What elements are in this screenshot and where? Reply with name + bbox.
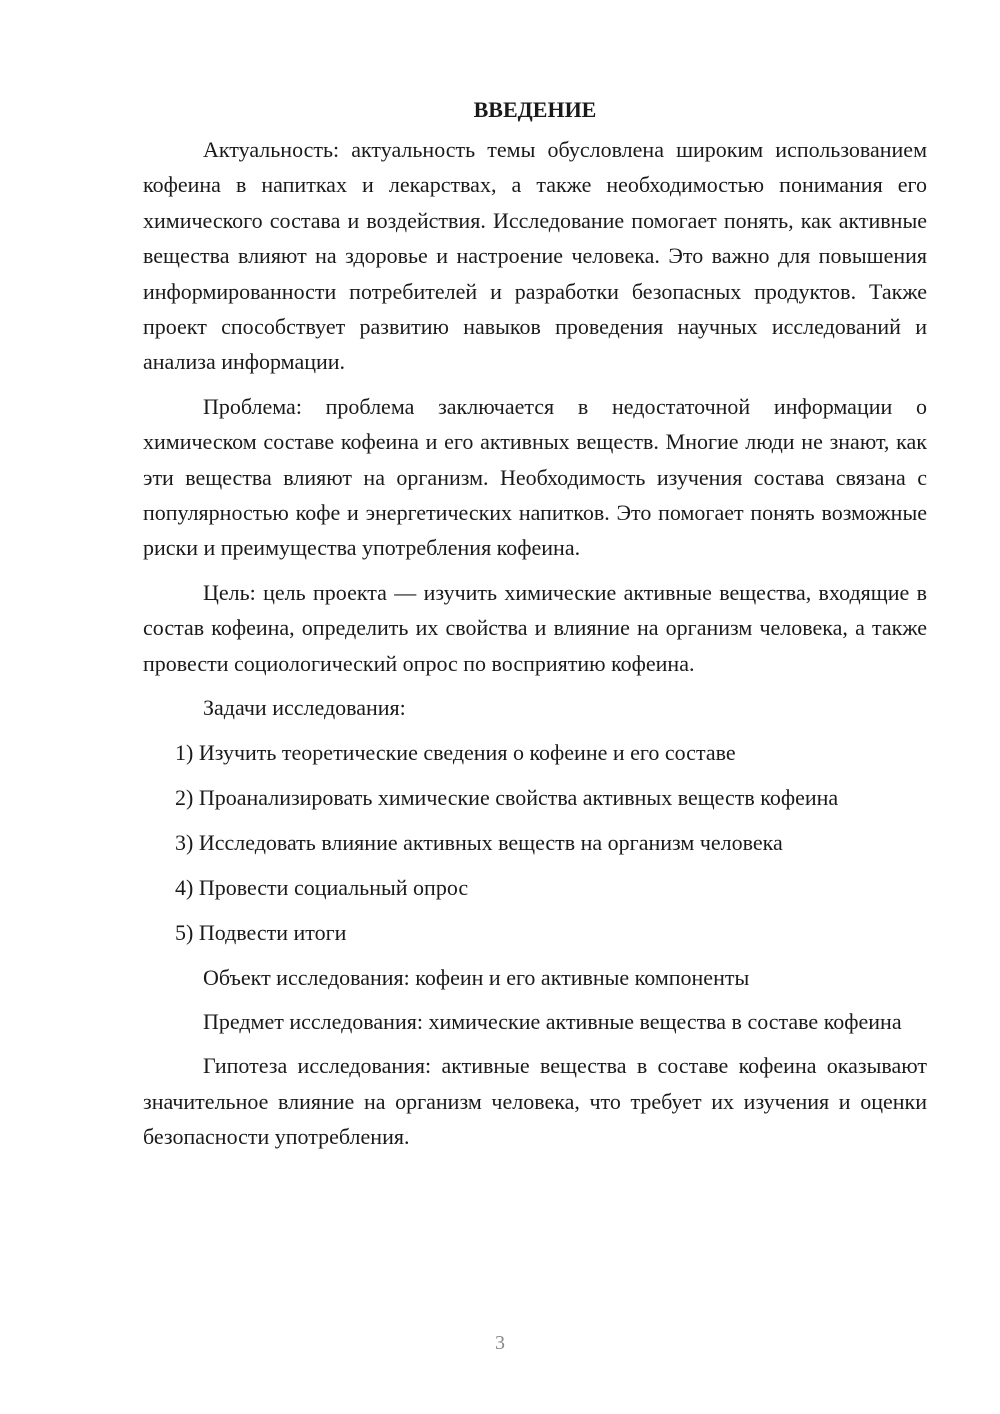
paragraph-problem: Проблема: проблема заключается в недостаточной информации о химическом составе кофеина и его активных веществ. Многие люди не знают, как эти вещества влияют на организм. Необходимость изучения состава связана с популярностью кофе и энергетических напитков. Это помогает понять возможные риски и преимущества употребления кофеина. xyxy=(143,393,927,561)
paragraph-object: Объект исследования: кофеин и его активные компоненты xyxy=(203,964,750,990)
paragraph-subject: Предмет исследования: химические активные вещества в составе кофеина xyxy=(203,1008,902,1034)
list-item: 2) Проанализировать химические свойства активных веществ кофеина xyxy=(175,784,839,810)
paragraph-tasks-heading: Задачи исследования: xyxy=(203,695,406,721)
tasks-list xyxy=(143,735,927,950)
list-item: 3) Исследовать влияние активных веществ на организм человека xyxy=(175,829,783,855)
document-title: ВВЕДЕНИЕ xyxy=(473,97,597,122)
paragraph-relevance: Актуальность: актуальность темы обусловлена широким использованием кофеина в напитках и лекарствах, а также необходимостью понимания его химического состава и воздействия. Исследование помогает понять, как активные вещества влияют на здоровье и настроение человека. Это важно для повышения информированности потребителей и разработки безопасных продуктов. Также проект способствует развитию навыков проведения научных исследований и анализа информации. xyxy=(143,137,927,375)
document-page xyxy=(143,92,927,1164)
list-item: 5) Подвести итоги xyxy=(175,919,347,945)
paragraph-hypothesis: Гипотеза исследования: активные вещества в составе кофеина оказывают значительное влияние на организм человека, что требует их изучения и оценки безопасности употребления. xyxy=(143,1053,927,1150)
paragraph-goal: Цель: цель проекта — изучить химические активные вещества, входящие в состав кофеина, определить их свойства и влияние на организм человека, а также провести социологический опрос по восприятию кофеина. xyxy=(143,579,927,676)
list-item: 1) Изучить теоретические сведения о кофеине и его составе xyxy=(175,739,736,765)
list-item: 4) Провести социальный опрос xyxy=(175,874,469,900)
page-number: 3 xyxy=(495,1332,505,1354)
